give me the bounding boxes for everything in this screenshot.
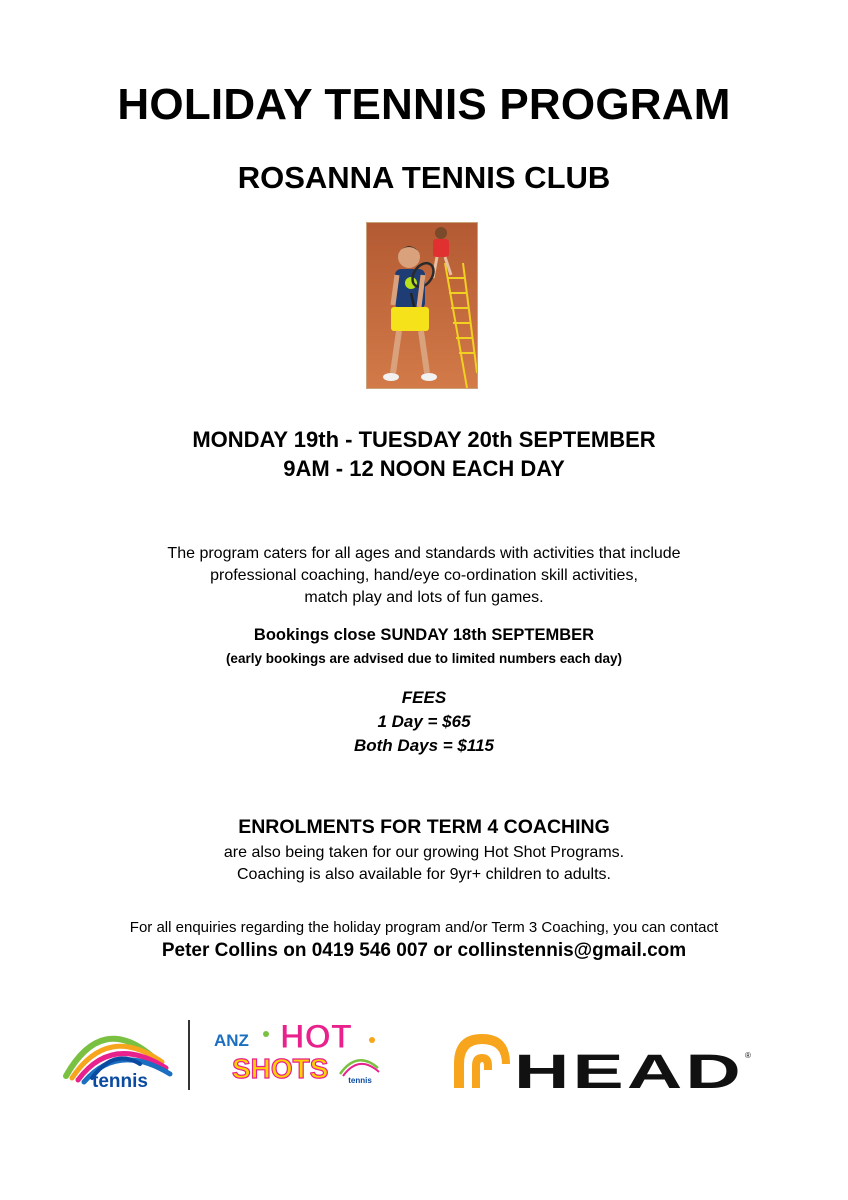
small-tennis-text: tennis bbox=[348, 1076, 372, 1085]
fee-one-day: 1 Day = $65 bbox=[377, 712, 471, 731]
head-logo bbox=[450, 1030, 755, 1092]
program-dates bbox=[0, 425, 848, 483]
enrolments-line: are also being taken for our growing Hot Shot Programs. bbox=[223, 844, 625, 861]
dates-line: MONDAY 19th - TUESDAY 20th SEPTEMBER bbox=[192, 427, 656, 452]
head-arc-icon bbox=[450, 1030, 755, 1092]
enrolments-line: Coaching is also available for 9yr+ children to adults. bbox=[237, 866, 611, 883]
anz-text: ANZ bbox=[214, 1031, 249, 1050]
anz-hot-shots-logo bbox=[212, 1016, 382, 1086]
registered-mark: ® bbox=[745, 1051, 751, 1060]
tennis-swoosh-icon bbox=[62, 1018, 180, 1090]
enrolments-details bbox=[0, 842, 848, 886]
fees-heading: FEES bbox=[401, 688, 447, 707]
tennis-player-photo bbox=[366, 222, 478, 389]
contact-details: Peter Collins on 0419 546 007 or collinstennis@gmail.com bbox=[161, 940, 687, 961]
description-line: match play and lots of fun games. bbox=[304, 589, 544, 606]
enquiries-text: For all enquiries regarding the holiday program and/or Term 3 Coaching, you can contact bbox=[129, 919, 719, 936]
bookings-close: Bookings close SUNDAY 18th SEPTEMBER bbox=[253, 626, 595, 644]
fees-section bbox=[0, 686, 848, 758]
description-line: The program caters for all ages and standards with activities that include bbox=[167, 545, 681, 562]
fee-both-days: Both Days = $115 bbox=[353, 736, 494, 755]
hot-shots-icon bbox=[212, 1016, 382, 1086]
tennis-australia-logo bbox=[62, 1018, 180, 1090]
club-name: ROSANNA TENNIS CLUB bbox=[237, 160, 611, 195]
head-text: HEAD bbox=[514, 1046, 744, 1092]
bookings-note: (early bookings are advised due to limited numbers each day) bbox=[225, 651, 623, 666]
shots-text: SHOTS bbox=[232, 1053, 329, 1084]
tennis-player-illustration bbox=[367, 223, 477, 388]
hot-text: HOT bbox=[280, 1018, 352, 1056]
description-line: professional coaching, hand/eye co-ordination skill activities, bbox=[210, 567, 638, 584]
page-title: HOLIDAY TENNIS PROGRAM bbox=[117, 80, 731, 129]
program-description bbox=[0, 543, 848, 609]
times-line: 9AM - 12 NOON EACH DAY bbox=[283, 456, 565, 481]
tennis-logo-text: tennis bbox=[92, 1071, 148, 1090]
enrolments-heading: ENROLMENTS FOR TERM 4 COACHING bbox=[238, 816, 610, 838]
logo-divider bbox=[188, 1020, 190, 1090]
